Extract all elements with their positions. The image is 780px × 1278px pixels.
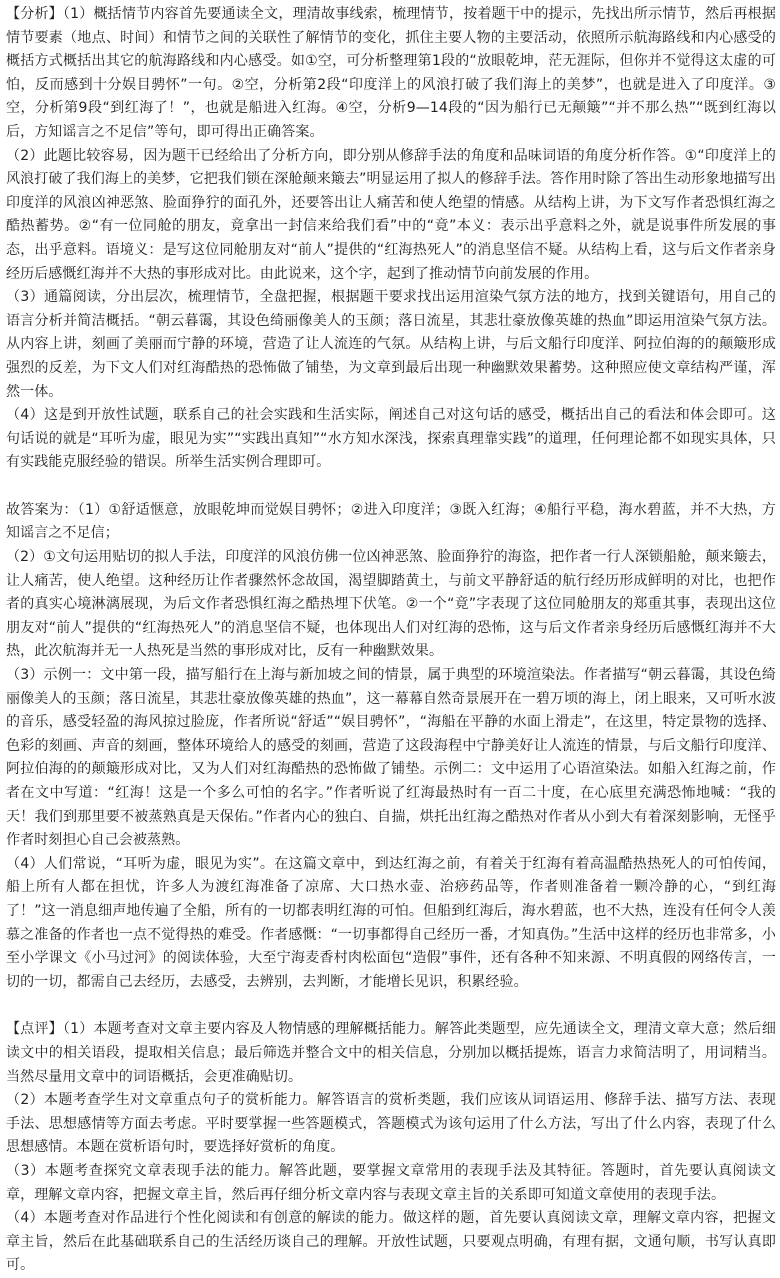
comment-paragraph-3: （3）本题考查探究文章表现手法的能力。解答此题，要掌握文章常用的表现手法及其特征。答题时，首先要认真阅读文章，理解文章内容，把握文章主旨，然后再仔细分析文章内容与表现文章主旨的关系即可知道文章使用的表现手法。 [6,1162,776,1203]
comment-paragraph-1: 【点评】（1）本题考查对文章主要内容及人物情感的理解概括能力。解答此类题型，应先通读全文，理清文章大意；然后细读文中的相关语段，提取相关信息；最后筛选并整合文中的相关信息，分别加以概括提炼，语言力求简洁明了，用词精当。当然尽量用文章中的词语概括，会更准确贴切。 [6,1021,776,1085]
analysis-section [6,3,776,475]
analysis-paragraph-4: （4）这是到开放性试题，联系自己的社会实践和生活实际，阐述自己对这句话的感受，概括出自己的看法和体会即可。这句话说的就是“耳听为虚，眼见为实”“实践出真知”“水方知水深浅，探索真理靠实践”的道理，任何理论都不如现实具体，只有实践能克服经验的错误。所举生活实例合理即可。 [6,407,776,471]
answer-paragraph-4: （4）人们常说，“耳听为虚，眼见为实”。在这篇文章中，到达红海之前，有着关于红海有着高温酷热热死人的可怕传闻，船上所有人都在担忧，许多人为渡红海准备了凉席、大口热水壶、治痧药品等，作者则准备着一颗冷静的心，“到红海了！”这一消息细声地传遍了全船，所有的一切都表明红海的可怕。但船到红海后，海水碧蓝，也不大热，连没有任何令人羡慕之准备的作者也一点不觉得热的难受。作者感慨：“一切事都得自己经历一番，才知真伪。”生活中这样的经历也非常多，小至小学课文《小马过河》的阅读体验，大至宁海麦香村肉松面包“造假”事件，还有各种不知来源、不明真假的网络传言，一切的一切，都需自己去经历，去感受，去辨别，去判断，才能增长见识，积累经验。 [6,855,776,990]
comment-paragraph-4: （4）本题考查对作品进行个性化阅读和有创意的解读的能力。做这样的题，首先要认真阅读文章，理解文章内容，把握文章主旨，然后在此基础联系自己的生活经历谈自己的理解。开放性试题，只要观点明确，有理有据，文通句顺，书写认真即可。 [6,1210,776,1274]
analysis-paragraph-3: （3）通篇阅读，分出层次，梳理情节，全盘把握，根据题干要求找出运用渲染气氛方法的地方，找到关键语句，用自己的语言分析并简洁概括。“朝云暮霭，其设色绮丽像美人的玉颜；落日流星，其悲壮豪放像英雄的热血”即运用渲染气氛方法。从内容上讲，刻画了美丽而宁静的环境，营造了让人流连的气氛。从结构上讲，与后文船行印度洋、阿拉伯海的的颠簸形成强烈的反差，为下文人们对红海酷热的恐怖做了铺垫，为文章到最后出现一种幽默效果蓄势。这种照应使文章结构严谨，浑然一体。 [6,289,776,400]
comment-paragraph-2: （2）本题考查学生对文章重点句子的赏析能力。解答语言的赏析类题，我们应该从词语运用、修辞手法、描写方法、表现手法、思想感情等方面去考虑。平时要掌握一些答题模式，答题模式为该句运用了什么方法，写出了什么内容，表现了什么思想感情。本题在赏析语句时，要选择好赏析的角度。 [6,1092,776,1156]
answer-paragraph-2: （2）①文句运用贴切的拟人手法，印度洋的风浪仿佛一位凶神恶煞、脸面狰狞的海盗，把作者一行人深锁船舱，颠来簸去，让人痛苦，使人绝望。这种经历让作者骤然怀念故国，渴望脚踏黄土，与前文平静舒适的航行经历形成鲜明的对比，也把作者的真实心境淋漓展现，为后文作者恐惧红海之酷热埋下伏笔。②一个“竟”字表现了这位同舱朋友的郑重其事，表现出这位朋友对“前人”提供的“红海热死人”的消息坚信不疑，也体现出人们对红海的恐怖，这与后文作者亲身经历后感慨红海并不大热，此次航海并无一人热死是当然的事形成对比，反有一种幽默效果。 [6,549,776,660]
section-spacer [6,475,776,499]
comment-section [6,1018,776,1278]
analysis-paragraph-2: （2）此题比较容易，因为题干已经给出了分析方向，即分别从修辞手法的角度和品味词语的角度分析作答。①“印度洋上的风浪打破了我们海上的美梦，它把我们锁在深舱颠来簸去”明显运用了拟人的修辞手法。答作用时除了答出生动形象地描写出印度洋的风浪凶神恶煞、脸面狰狞的面孔外，还要答出让人痛苦和使人绝望的情感。从结构上讲，为下文写作者恐惧红海之酷热蓄势。②“有一位同舱的朋友，竟拿出一封信来给我们看”中的“竟”本义：表示出乎意料之外，就是说事件所发展的事态，出乎意料。语境义：是写这位同舱朋友对“前人”提供的“红海热死人”的消息坚信不疑。从结构上看，这与后文作者亲身经历后感慨红海并不大热的事形成对比。由此说来，这个字，起到了推动情节向前发展的作用。 [6,147,776,282]
analysis-paragraph-1: 【分析】（1）概括情节内容首先要通读全文，理清故事线索，梳理情节，按着题干中的提示，先找出所示情节，然后再根据情节要素（地点、时间）和情节之间的关联性了解情节的变化，抓住主要人物的主要活动，依照所示航海路线和内心感受的概括方式概括出其它的航海路线和内心感受。如①空，可分析整理第1段的“放眼乾坤，茫无涯际，但你并不觉得这太虚的可怕，反而感到十分娱目骋怀”一句。②空，分析第2段“印度洋上的风浪打破了我们海上的美梦”，也就是进入了印度洋。③空，分析第9段“到红海了！”，也就是船进入红海。④空，分析9—14段的“因为船行已无颠簸”“并不那么热”“既到红海以后，方知谣言之不足信”等句，即可得出正确答案。 [6,6,776,140]
answer-paragraph-1: 故答案为：（1）①舒适惬意，放眼乾坤而觉娱目骋怀；②进入印度洋；③既入红海；④船行平稳，海水碧蓝，并不大热，方知谣言之不足信； [6,501,776,542]
section-spacer [6,994,776,1018]
answer-section [6,499,776,994]
answer-paragraph-3: （3）示例一：文中第一段，描写船行在上海与新加坡之间的情景，属于典型的环境渲染法。作者描写“朝云暮霭，其设色绮丽像美人的玉颜；落日流星，其悲壮豪放像英雄的热血”，这一幕幕自然奇景展开在一碧万顷的海上，闭上眼来，又可听水波的音乐，感受轻盈的海风掠过脸庞，作者所说“舒适”“娱目骋怀”，“海船在平静的水面上滑走”，在这里，特定景物的选择、色彩的刻画、声音的刻画，整体环境给人的感受的刻画，营造了这段海程中宁静美好让人流连的情景，与后文船行印度洋、阿拉伯海的的颠簸形成对比，又为人们对红海酷热的恐怖做了铺垫。示例二：文中运用了心语渲染法。如船入红海之前，作者在文中写道：“红海！这是一个多么可怕的名字。”作者听说了红海最热时有一百二十度，在心底里充满恐怖地喊：“我的天！我们到那里要不被蒸熟真是天保佑。”作者内心的独白、自揣，烘托出红海之酷热对作者从小到大有着深刻影响，无怪乎作者时刻担心自己会被蒸熟。 [6,667,776,849]
